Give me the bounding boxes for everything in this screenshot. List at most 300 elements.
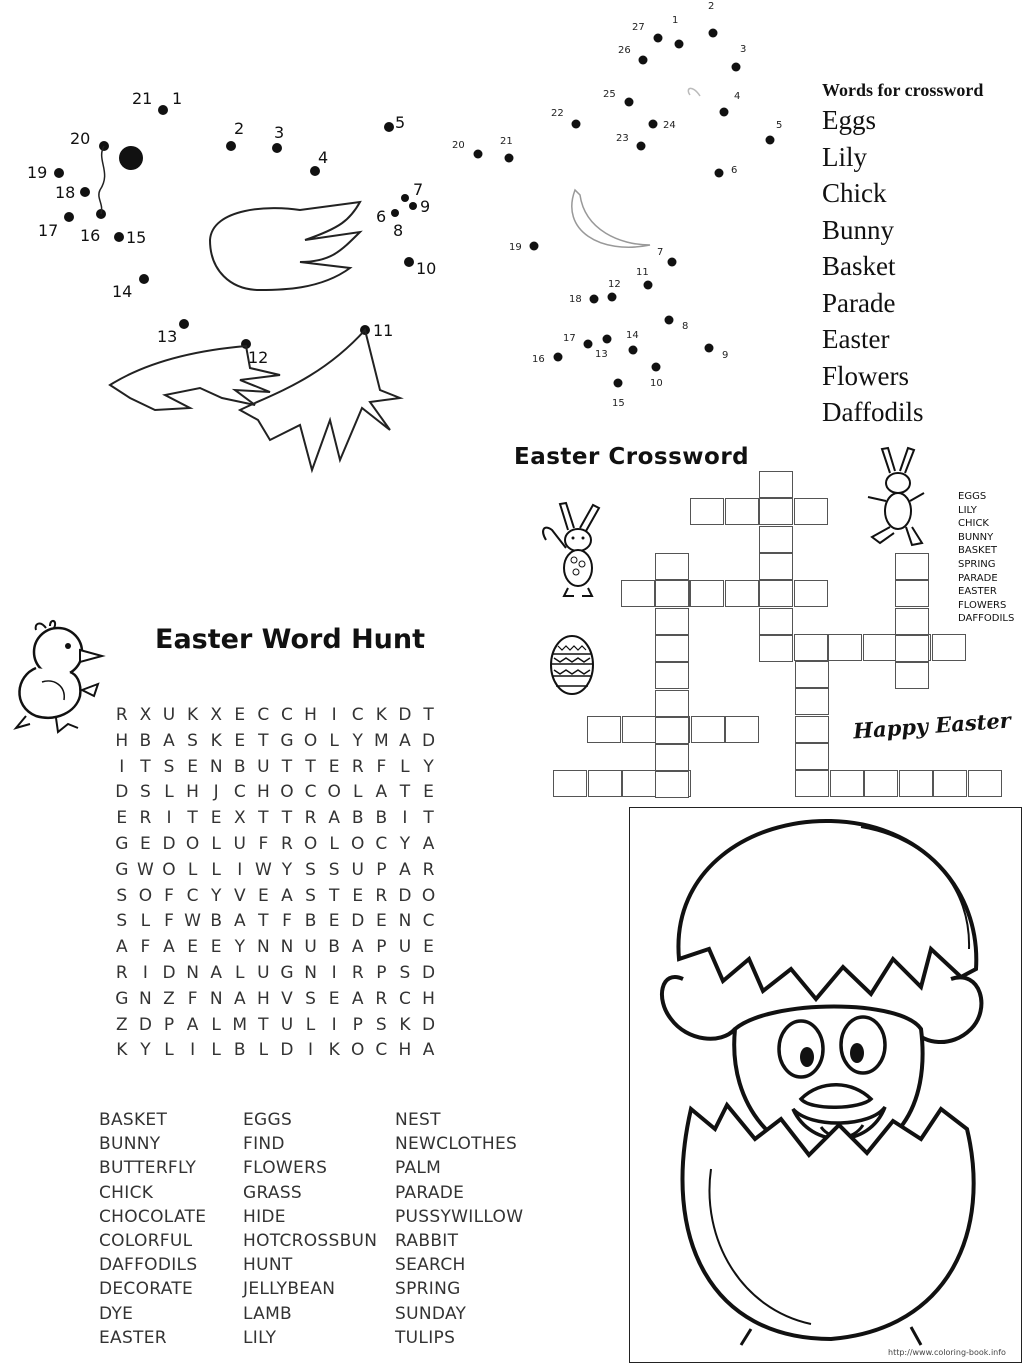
dot-label: 26 — [618, 45, 631, 56]
word-hunt-letter: F — [164, 885, 174, 906]
clue-word: BASKET — [958, 545, 998, 557]
crossword-square — [759, 526, 793, 553]
hunt-word: TULIPS — [395, 1327, 456, 1348]
word-hunt-letter: N — [209, 756, 223, 777]
crossword-square — [621, 580, 655, 607]
word-list-item: Daffodils — [822, 397, 924, 427]
hunt-word: BUNNY — [99, 1134, 161, 1155]
crossword-square — [863, 634, 897, 661]
clue-word: FLOWERS — [958, 599, 1007, 611]
word-hunt-letter: C — [375, 833, 388, 854]
crossword-square — [968, 770, 1002, 797]
word-hunt-letter: A — [422, 833, 435, 854]
word-hunt-letter: Y — [352, 730, 363, 751]
happy-easter-text: Happy Easter — [852, 707, 1012, 744]
word-hunt-letter: L — [329, 730, 339, 751]
dot-label: 8 — [393, 221, 404, 240]
word-hunt-letter: X — [139, 705, 152, 725]
word-hunt-letter: R — [375, 988, 388, 1009]
word-list-item: Bunny — [822, 214, 895, 245]
crossword-square — [725, 580, 759, 607]
word-hunt-letter: W — [136, 859, 154, 880]
word-hunt-letter: P — [376, 859, 387, 880]
bunny-illustration-left — [538, 500, 618, 600]
word-hunt-letter: D — [115, 782, 129, 803]
dot-label: 14 — [626, 330, 639, 341]
crossword-square — [725, 716, 759, 743]
word-hunt-letter: A — [163, 937, 175, 958]
word-hunt-letter: W — [184, 911, 201, 932]
dot-label: 16 — [532, 354, 545, 365]
word-hunt-letter: S — [328, 859, 340, 880]
clue-word: PARADE — [958, 572, 998, 584]
word-hunt-letter: S — [116, 885, 128, 906]
crossword-square — [795, 770, 829, 797]
word-hunt-row — [110, 909, 440, 935]
word-hunt-letter: I — [331, 705, 337, 725]
word-hunt-letter: R — [115, 705, 128, 725]
word-hunt-letter: L — [235, 962, 245, 983]
word-hunt-letter: A — [422, 1040, 435, 1061]
word-hunt-letter: M — [232, 1014, 248, 1035]
word-list-heading: Words for crossword — [822, 80, 984, 100]
dot-label: 19 — [509, 242, 522, 253]
dot-label: 17 — [38, 221, 59, 240]
word-hunt-letter: R — [351, 756, 364, 777]
hunt-word: JELLYBEAN — [243, 1279, 336, 1300]
hunt-word: PALM — [395, 1158, 442, 1179]
dot-label: 24 — [663, 120, 676, 131]
word-hunt-letter: L — [211, 1040, 221, 1061]
word-hunt-letter: D — [421, 962, 436, 983]
word-hunt-letter: R — [422, 859, 435, 880]
word-hunt-letter: I — [190, 1040, 196, 1061]
word-hunt-letter: D — [398, 705, 412, 725]
word-hunt-letter: J — [213, 782, 219, 803]
word-hunt-letter: O — [162, 859, 176, 880]
word-hunt-letter: O — [280, 782, 294, 803]
crossword-square — [895, 553, 929, 580]
word-hunt-letter: R — [281, 833, 293, 854]
hunt-word: NEWCLOTHES — [395, 1134, 518, 1155]
word-hunt-letter: E — [375, 911, 387, 932]
crossword-square — [655, 580, 689, 607]
word-hunt-letter: O — [327, 782, 341, 803]
clue-word: LILY — [958, 504, 977, 516]
dot-label: 4 — [318, 148, 329, 167]
word-hunt-letter: X — [233, 808, 246, 829]
word-hunt-list-column-1 — [99, 1108, 206, 1350]
word-hunt-list-column-3 — [395, 1108, 523, 1350]
word-hunt-row — [110, 1013, 440, 1039]
word-hunt-letter: K — [328, 1040, 340, 1061]
dot-label: 12 — [248, 348, 269, 367]
hunt-word: FIND — [243, 1134, 285, 1155]
dot-label: 3 — [274, 123, 285, 142]
crossword-square — [895, 635, 929, 662]
crossword-square — [690, 498, 724, 525]
crossword-square — [725, 498, 759, 525]
word-hunt-letter: G — [280, 730, 294, 751]
word-hunt-letter: T — [258, 730, 269, 751]
word-hunt-letter: K — [399, 1014, 411, 1035]
word-hunt-row — [110, 961, 440, 987]
word-hunt-letter: L — [258, 1040, 269, 1061]
word-hunt-letter: T — [399, 782, 411, 803]
word-hunt-letter: I — [331, 962, 337, 983]
word-hunt-letter: E — [210, 937, 222, 958]
word-hunt-letter: E — [352, 885, 364, 906]
word-hunt-letter: L — [187, 859, 198, 880]
word-hunt-row — [110, 1038, 440, 1064]
word-hunt-letter: D — [138, 1014, 152, 1035]
dot-label: 21 — [132, 89, 153, 108]
hunt-word: BUTTERFLY — [99, 1158, 197, 1179]
crossword-square — [795, 688, 829, 715]
dot-label: 17 — [563, 333, 576, 344]
word-hunt-letter: L — [211, 1014, 221, 1035]
crossword-square — [828, 634, 862, 661]
word-hunt-letter: T — [281, 808, 293, 829]
word-hunt-letter: W — [254, 859, 272, 880]
word-hunt-letter: Y — [423, 756, 434, 777]
word-hunt-letter: E — [257, 885, 269, 906]
word-hunt-row — [110, 987, 440, 1013]
word-hunt-letter: I — [119, 756, 125, 777]
word-hunt-letter: H — [422, 988, 435, 1009]
word-hunt-letter: R — [304, 808, 317, 829]
word-hunt-letter: Y — [234, 937, 245, 958]
word-hunt-letter: S — [305, 988, 316, 1009]
word-hunt-letter: F — [376, 756, 387, 777]
word-hunt-letter: R — [351, 962, 364, 983]
dot-label: 13 — [157, 327, 178, 346]
word-hunt-letter: K — [187, 705, 199, 725]
dot-to-dot-bunny — [440, 0, 810, 420]
dot-label: 6 — [731, 165, 738, 176]
word-hunt-letter: B — [210, 911, 222, 932]
word-hunt-letter: O — [303, 730, 318, 751]
word-hunt-letter: C — [422, 911, 435, 932]
word-hunt-letter: V — [281, 988, 293, 1009]
dot-label: 9 — [420, 197, 431, 216]
word-hunt-letter: R — [139, 808, 152, 829]
word-hunt-letter: U — [257, 756, 270, 777]
crossword-square — [655, 744, 689, 771]
dot-label: 2 — [708, 1, 715, 12]
word-hunt-row — [110, 780, 440, 806]
dot-label: 10 — [416, 259, 437, 278]
word-list-item: Flowers — [822, 360, 909, 391]
word-hunt-row — [110, 935, 440, 961]
word-hunt-letter: L — [400, 756, 410, 777]
hunt-word: LAMB — [243, 1303, 293, 1324]
word-hunt-letter: D — [398, 885, 412, 906]
word-hunt-letter: G — [115, 833, 129, 854]
word-hunt-letter: X — [210, 705, 222, 725]
crossword-square — [864, 770, 898, 797]
word-hunt-letter: C — [257, 705, 270, 725]
word-hunt-letter: I — [402, 808, 408, 829]
word-hunt-row — [110, 884, 440, 910]
word-hunt-letter: E — [116, 808, 128, 829]
hunt-word: COLORFUL — [99, 1231, 193, 1252]
word-hunt-letter: A — [328, 808, 340, 829]
word-hunt-letter: A — [210, 962, 222, 983]
word-hunt-letter: L — [211, 833, 221, 854]
word-hunt-letter: T — [423, 705, 434, 725]
word-hunt-letter: F — [164, 911, 174, 932]
hunt-word: DYE — [99, 1303, 134, 1324]
dot-label: 23 — [616, 133, 629, 144]
word-hunt-letter: U — [351, 859, 364, 880]
word-hunt-letter: U — [233, 833, 246, 854]
word-hunt-letter: C — [304, 782, 317, 803]
crossword-square — [830, 770, 864, 797]
word-hunt-letter: U — [257, 962, 270, 983]
word-hunt-letter: B — [233, 756, 246, 777]
word-hunt-letter: F — [140, 937, 151, 958]
crossword-clue-list — [958, 490, 1014, 626]
word-hunt-row — [110, 832, 440, 858]
dot-label: 9 — [722, 350, 729, 361]
hunt-word: HIDE — [243, 1206, 286, 1227]
dot-label: 16 — [80, 226, 101, 245]
word-list-item: Parade — [822, 287, 896, 318]
dot-label: 19 — [27, 163, 48, 182]
crossword-square — [587, 716, 621, 743]
word-hunt-letter: A — [163, 730, 175, 751]
word-hunt-letter: A — [281, 885, 293, 906]
word-hunt-letter: E — [234, 730, 246, 751]
crossword-square — [759, 498, 793, 525]
word-hunt-letter: N — [186, 962, 199, 983]
word-hunt-letter: R — [375, 885, 388, 906]
word-hunt-letter: A — [399, 859, 411, 880]
word-hunt-letter: K — [210, 730, 222, 751]
word-hunt-letter: B — [233, 1040, 246, 1061]
word-hunt-letter: D — [421, 1014, 436, 1035]
word-hunt-letter: F — [187, 988, 198, 1009]
word-hunt-letter: I — [331, 1014, 337, 1035]
clue-word: BUNNY — [958, 531, 994, 543]
crossword-square — [759, 635, 793, 662]
crossword-square — [553, 770, 587, 797]
crossword-square — [795, 716, 829, 743]
crossword-square — [794, 498, 828, 525]
word-hunt-letter: O — [351, 1040, 365, 1061]
word-hunt-letter: A — [233, 911, 246, 932]
word-hunt-letter: A — [351, 988, 364, 1009]
word-hunt-letter: H — [304, 705, 317, 725]
word-hunt-letter: T — [187, 808, 198, 829]
hunt-word: LILY — [243, 1327, 277, 1348]
word-hunt-letter: A — [186, 1014, 199, 1035]
hunt-word: PUSSYWILLOW — [395, 1206, 524, 1227]
word-hunt-letter: S — [139, 782, 151, 803]
crossword-square — [690, 580, 724, 607]
crossword-square — [932, 634, 966, 661]
dot-label: 13 — [595, 349, 608, 360]
word-hunt-letter: Z — [115, 1014, 128, 1035]
word-hunt-letter: N — [209, 988, 223, 1009]
word-hunt-letter: C — [351, 705, 364, 725]
dot-label: 1 — [172, 89, 183, 108]
word-hunt-letter: H — [398, 1040, 412, 1061]
crossword-square — [622, 770, 656, 797]
crossword-square — [795, 661, 829, 688]
hunt-word: NEST — [395, 1110, 441, 1130]
word-hunt-letter: E — [328, 911, 340, 932]
word-hunt-letter: G — [280, 962, 294, 983]
word-hunt-letter: P — [376, 962, 387, 983]
word-hunt-letter: S — [305, 885, 316, 906]
word-hunt-letter: L — [164, 1040, 174, 1061]
word-hunt-letter: I — [142, 962, 148, 983]
hunt-word: CHICK — [99, 1182, 154, 1203]
clue-word: EASTER — [958, 586, 997, 598]
word-hunt-letter: Y — [140, 1040, 151, 1061]
word-hunt-letter: Z — [163, 988, 175, 1009]
word-hunt-letter: T — [258, 808, 269, 829]
word-hunt-letter: L — [305, 1014, 316, 1035]
word-hunt-letter: L — [164, 782, 174, 803]
clue-word: EGGS — [958, 491, 987, 502]
word-list-item: Easter — [822, 324, 890, 354]
dot-label: 20 — [452, 140, 465, 151]
word-hunt-letter: T — [281, 756, 293, 777]
word-list-item: Eggs — [822, 105, 876, 135]
word-hunt-letter: S — [305, 859, 316, 880]
crossword-square — [895, 662, 929, 689]
word-hunt-letter: B — [328, 937, 340, 958]
clue-word: SPRING — [958, 558, 996, 570]
word-hunt-letter: A — [375, 782, 388, 803]
word-hunt-letter: R — [115, 962, 128, 983]
word-hunt-letter: U — [398, 937, 412, 958]
word-hunt-letter: O — [303, 833, 318, 854]
dot-label: 14 — [112, 282, 133, 301]
word-hunt-letter: A — [351, 937, 364, 958]
word-hunt-letter: O — [185, 833, 200, 854]
dot-to-dot-bird — [0, 80, 470, 480]
word-hunt-letter: G — [115, 988, 129, 1009]
word-list-item: Basket — [822, 251, 896, 281]
word-hunt-letter: B — [139, 730, 152, 751]
dot-label: 6 — [376, 207, 387, 226]
word-hunt-letter: E — [234, 705, 246, 725]
dot-label: 5 — [395, 113, 406, 132]
hunt-word: EASTER — [99, 1327, 167, 1348]
word-hunt-row — [110, 703, 440, 729]
word-hunt-letter: T — [423, 808, 434, 829]
word-hunt-letter: S — [399, 962, 411, 983]
dot-label: 8 — [682, 321, 689, 332]
word-hunt-letter: B — [351, 808, 364, 829]
dot-label: 15 — [612, 398, 625, 409]
dot-label: 4 — [734, 91, 741, 102]
dot-label: 15 — [126, 228, 147, 247]
word-hunt-letter: D — [421, 730, 436, 751]
word-hunt-letter: D — [162, 962, 176, 983]
word-hunt-letter: D — [280, 1040, 294, 1061]
word-hunt-letter: T — [258, 1014, 269, 1035]
bunny-illustration-right — [862, 445, 932, 550]
word-hunt-letter: H — [186, 782, 199, 803]
dot-label: 21 — [500, 136, 513, 147]
crossword-square — [655, 771, 689, 798]
crossword-square — [622, 716, 656, 743]
dot-label: 18 — [55, 183, 76, 202]
word-hunt-letter: S — [163, 756, 175, 777]
word-hunt-letter: E — [328, 988, 340, 1009]
word-hunt-letter: N — [304, 962, 317, 983]
crossword-square — [794, 580, 828, 607]
word-hunt-letter: E — [187, 756, 198, 777]
dot-label: 5 — [776, 120, 783, 131]
word-hunt-letter: T — [305, 756, 316, 777]
word-hunt-letter: C — [398, 988, 411, 1009]
word-hunt-letter: T — [258, 911, 269, 932]
word-hunt-letter: A — [233, 988, 246, 1009]
hunt-word: DAFFODILS — [99, 1255, 198, 1276]
crossword-word-list — [822, 78, 1022, 431]
word-hunt-letter: N — [257, 937, 270, 958]
dot-label: 7 — [413, 180, 424, 199]
crossword-square — [759, 471, 793, 498]
word-hunt-letter: T — [328, 885, 340, 906]
word-hunt-letter: M — [373, 730, 389, 751]
word-hunt-letter: Y — [281, 859, 293, 880]
word-hunt-letter: D — [162, 833, 176, 854]
word-hunt-letter: E — [423, 782, 434, 803]
word-hunt-letter: Y — [399, 833, 411, 854]
word-hunt-letter: N — [280, 937, 294, 958]
word-hunt-letter: P — [163, 1014, 175, 1035]
word-hunt-row — [110, 755, 440, 781]
hunt-word: EGGS — [243, 1110, 293, 1130]
word-hunt-letter: P — [352, 1014, 363, 1035]
word-hunt-letter: C — [186, 885, 199, 906]
dot-label: 2 — [234, 119, 245, 138]
word-hunt-letter: B — [375, 808, 388, 829]
dot-label: 1 — [672, 15, 679, 26]
word-hunt-letter: L — [352, 782, 363, 803]
word-hunt-letter: E — [423, 937, 434, 958]
word-hunt-letter: I — [166, 808, 172, 829]
crossword-square — [655, 608, 689, 635]
dot-label: 7 — [657, 247, 664, 258]
word-hunt-letter: L — [329, 833, 339, 854]
word-hunt-letter: S — [116, 911, 128, 932]
hunt-word: PARADE — [395, 1182, 465, 1203]
word-hunt-letter: S — [375, 1014, 387, 1035]
word-hunt-letter: A — [115, 937, 128, 958]
dot-label: 10 — [650, 378, 663, 389]
word-list-item: Lily — [822, 141, 867, 172]
dot-label: 11 — [636, 267, 649, 278]
crossword-square — [691, 716, 725, 743]
word-hunt-letter: P — [376, 937, 387, 958]
hunt-word: SEARCH — [395, 1255, 466, 1276]
crossword-square — [794, 634, 828, 661]
word-hunt-letter: E — [210, 808, 222, 829]
word-hunt-letter: C — [281, 705, 293, 725]
hunt-word: HUNT — [243, 1255, 293, 1276]
word-hunt-letter: F — [282, 911, 292, 932]
crossword-square — [933, 770, 967, 797]
crossword-square — [655, 553, 689, 580]
